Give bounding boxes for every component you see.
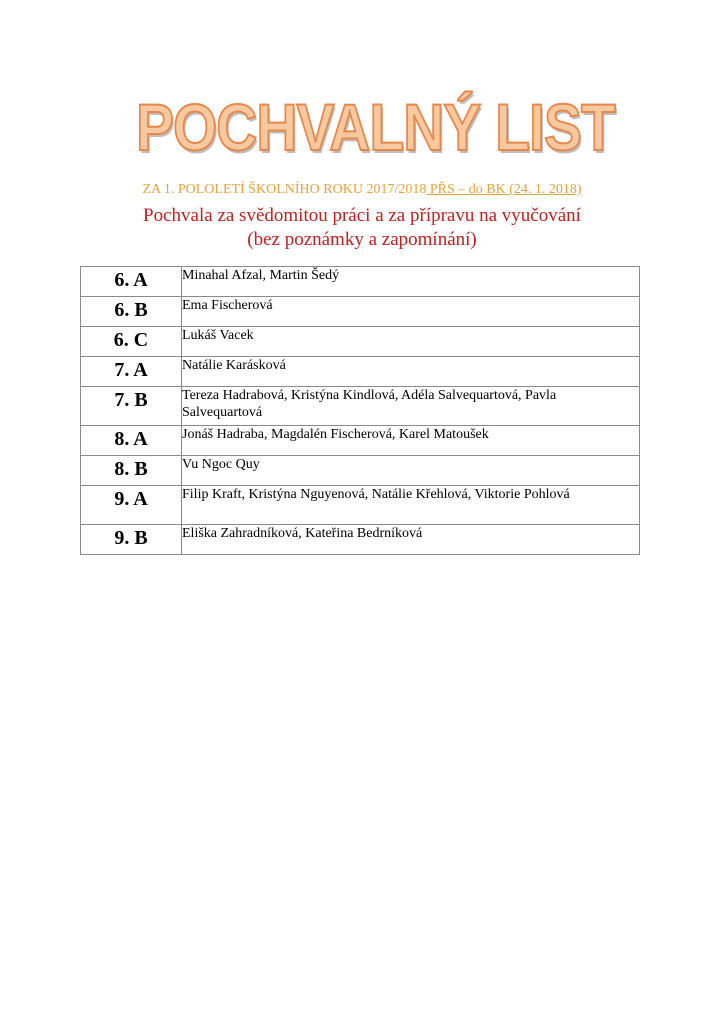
praise-heading bbox=[0, 204, 724, 252]
table-row bbox=[81, 357, 640, 387]
subtitle-main: ZA 1. POLOLETÍ ŠKOLNÍHO ROKU 2017/2018 bbox=[142, 182, 427, 197]
names-cell: Tereza Hadrabová, Kristýna Kindlová, Adéla Salvequartová, Pavla Salvequartová bbox=[182, 387, 640, 426]
class-cell: 7. A bbox=[81, 357, 182, 387]
names-cell: Vu Ngoc Quy bbox=[182, 456, 640, 486]
table-row bbox=[81, 456, 640, 486]
class-cell: 9. B bbox=[81, 525, 182, 555]
praise-line-2: (bez poznámky a zapomínání) bbox=[247, 229, 477, 250]
table-row bbox=[81, 327, 640, 357]
subtitle bbox=[0, 182, 724, 198]
class-cell: 6. C bbox=[81, 327, 182, 357]
names-cell: Jonáš Hadraba, Magdalén Fischerová, Karel Matoušek bbox=[182, 426, 640, 456]
praise-table bbox=[80, 266, 640, 555]
names-cell: Minahal Afzal, Martin Šedý bbox=[182, 267, 640, 297]
class-cell: 6. A bbox=[81, 267, 182, 297]
document-title: POCHVALNÝ LIST bbox=[135, 90, 615, 164]
table-row bbox=[81, 297, 640, 327]
class-cell: 8. B bbox=[81, 456, 182, 486]
names-cell: Eliška Zahradníková, Kateřina Bedrníková bbox=[182, 525, 640, 555]
class-cell: 6. B bbox=[81, 297, 182, 327]
names-cell: Lukáš Vacek bbox=[182, 327, 640, 357]
table-row bbox=[81, 486, 640, 525]
class-cell: 9. A bbox=[81, 486, 182, 525]
class-cell: 8. A bbox=[81, 426, 182, 456]
table-row bbox=[81, 387, 640, 426]
table-row bbox=[81, 525, 640, 555]
names-cell: Natálie Karásková bbox=[182, 357, 640, 387]
subtitle-underlined: PŘS – do BK (24. 1. 2018) bbox=[426, 182, 582, 197]
table-row bbox=[81, 267, 640, 297]
praise-line-1: Pochvala za svědomitou práci a za přípravu na vyučování bbox=[143, 205, 581, 226]
table-row bbox=[81, 426, 640, 456]
class-cell: 7. B bbox=[81, 387, 182, 426]
names-cell: Ema Fischerová bbox=[182, 297, 640, 327]
title-wrap bbox=[0, 90, 724, 164]
names-cell: Filip Kraft, Kristýna Nguyenová, Natálie Křehlová, Viktorie Pohlová bbox=[182, 486, 640, 525]
